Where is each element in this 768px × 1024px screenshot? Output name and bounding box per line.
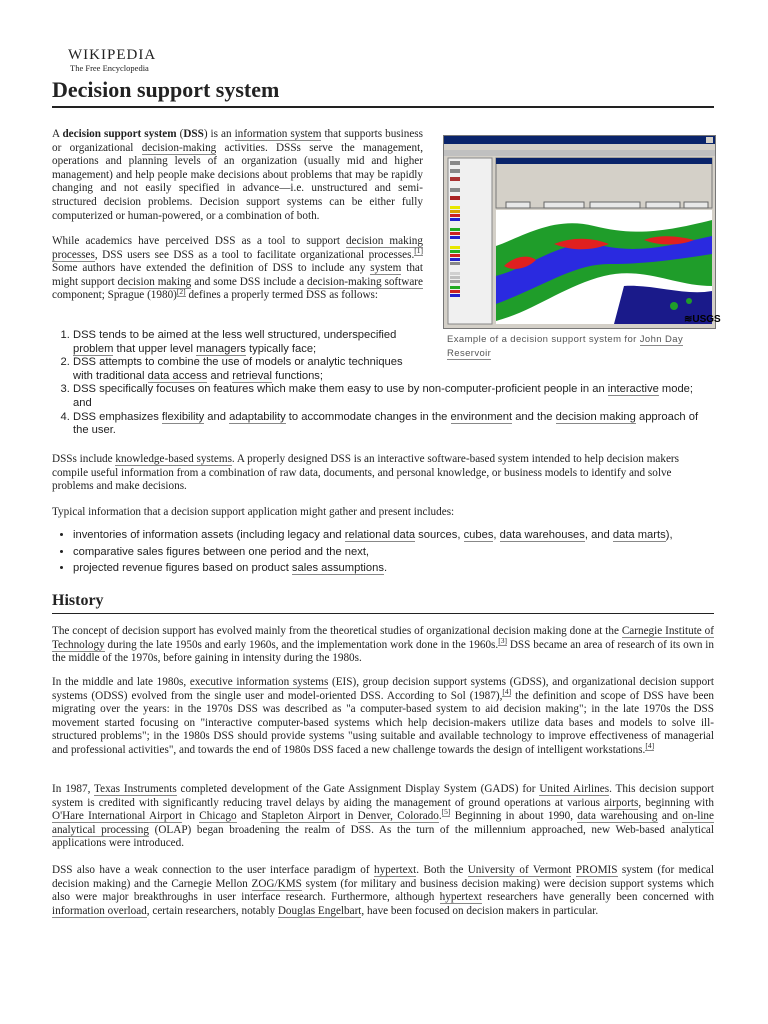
link-cubes[interactable]: cubes: [463, 529, 494, 541]
text: DSS became an area of research of its own in the middle of the 1970s, before gaining in intensity during the 1980s.: [52, 638, 714, 665]
window-titlebar: [444, 136, 715, 144]
dss-screenshot-image[interactable]: [443, 135, 721, 329]
text: to accommodate changes in the: [285, 410, 451, 423]
link-problem[interactable]: problem: [73, 342, 114, 355]
link-knowledge-based-systems[interactable]: knowledge-based systems: [115, 453, 232, 465]
text: DSS tends to be aimed at the less well structured, underspecified: [73, 329, 397, 341]
text: .: [438, 810, 442, 823]
list-item: [73, 562, 714, 576]
history-paragraph-1: [52, 625, 714, 666]
list-item: • comparative sales figures between one period and the next,: [73, 546, 714, 560]
link-data-warehouses[interactable]: data warehouses: [499, 529, 585, 541]
intro-paragraph-1: [52, 128, 423, 223]
legend-panel: [448, 158, 492, 324]
text: (EIS), group decision support systems (GDSS), and organizational decision support systems (ODSS) evolved from the single user and model-oriented DSS. According to Sol (1987),: [52, 676, 714, 702]
link-retrieval[interactable]: retrieval: [232, 369, 273, 382]
link-executive-information-systems[interactable]: executive information systems: [189, 676, 329, 688]
link-decision-making-software[interactable]: decision-making software: [307, 275, 424, 288]
text: A: [52, 128, 63, 140]
text: that supports business or organizational: [52, 128, 424, 154]
text: DSS also have a weak connection to the user interface paradigm of: [52, 864, 374, 876]
text: defines a properly termed DSS as follows:: [185, 289, 378, 302]
text: system (for military and business decision making) were decision support systems which also were major breakthroughs in user interface research. Furthermore, although: [52, 877, 714, 904]
list-item: [73, 329, 423, 356]
typical-information-list: [52, 529, 714, 576]
text: The concept of decision support has evolved mainly from the theoretical studies of organizational decision making done at the: [52, 625, 622, 637]
list-item: [73, 383, 714, 410]
text: In 1987,: [52, 783, 95, 795]
link-sales-assumptions[interactable]: sales assumptions: [291, 562, 384, 575]
text: in: [340, 810, 358, 823]
link-decision-making[interactable]: decision-making: [141, 141, 217, 154]
reference-3[interactable]: [3]: [498, 635, 507, 645]
link-hypertext[interactable]: hypertext: [373, 864, 417, 876]
term-bold: decision support system: [62, 128, 177, 140]
link-data-access[interactable]: data access: [147, 369, 208, 382]
list-item: [73, 411, 714, 438]
link-decision-making-processes[interactable]: decision making processes: [52, 235, 423, 261]
text: ,: [493, 529, 500, 541]
paragraph-typical-information: [52, 506, 714, 520]
logo-tagline: The Free Encyclopedia: [70, 63, 149, 73]
text: sources,: [415, 529, 464, 541]
text: inventories of information assets (including legacy and: [73, 529, 345, 541]
link-data-marts[interactable]: data marts: [612, 529, 666, 541]
dss-map-illustration: [444, 136, 721, 328]
text: activities. DSSs serve the management, operations and planning levels of an organization (usually mid and higher management) and help people make decisions about problems that may be rapidly changing and not easily specified in advance—i.e. unstructured and semi-structured decision problems. Decision support systems can be either fully computerized or human-powered, or a combination of both.: [52, 141, 423, 222]
link-decision-making-3[interactable]: decision making: [555, 410, 636, 423]
wikipedia-logo[interactable]: [68, 47, 156, 73]
page-title: Decision support system: [52, 77, 714, 108]
link-denver-colorado[interactable]: Denver, Colorado: [357, 810, 439, 823]
history-paragraph-4: [52, 864, 714, 918]
usgs-logo: ≋USGS: [684, 314, 721, 325]
history-paragraph-2: [52, 676, 714, 758]
text: that upper level: [113, 342, 197, 355]
link-carnegie-institute[interactable]: Carnegie Institute of Technology: [52, 625, 714, 651]
text: , beginning with: [638, 796, 714, 809]
link-system[interactable]: system: [370, 262, 402, 275]
text: component; Sprague (1980): [52, 289, 177, 302]
link-managers[interactable]: managers: [196, 342, 246, 355]
section-heading-history: History: [52, 592, 714, 614]
text: , have been focused on decision makers in particular.: [361, 904, 599, 917]
text: researchers have generally been concerned with: [481, 891, 714, 904]
link-ohare[interactable]: O'Hare International Airport: [52, 810, 182, 823]
caption-text: Example of a decision support system for: [447, 334, 640, 345]
text: and: [236, 810, 262, 823]
text: DSS attempts to combine the use of models or analytic techniques with traditional: [73, 356, 403, 382]
text: (OLAP) began broadening the realm of DSS. As the turn of the millennium approached, new Web-based analytical applications were introduced.: [52, 823, 714, 850]
text: and: [207, 369, 233, 382]
list-item: [73, 529, 714, 543]
link-adaptability[interactable]: adaptability: [229, 410, 286, 423]
text: While academics have perceived DSS as a tool to support: [52, 235, 347, 247]
text: functions;: [272, 369, 324, 382]
text: DSS emphasizes: [73, 410, 162, 423]
text: (: [176, 128, 184, 140]
text: completed development of the Gate Assignment Display System (GADS) for: [176, 783, 540, 795]
link-promis[interactable]: PROMIS: [575, 864, 618, 876]
link-information-overload[interactable]: information overload: [52, 904, 147, 917]
text: projected revenue figures based on product: [73, 562, 292, 575]
link-texas-instruments[interactable]: Texas Instruments: [94, 783, 177, 795]
link-united-airlines[interactable]: United Airlines: [539, 783, 610, 795]
reference-2[interactable]: [2]: [176, 286, 186, 296]
text: system (for medical decision making) and the Carnegie Mellon: [52, 864, 714, 890]
link-flexibility[interactable]: flexibility: [161, 410, 205, 423]
text: and: [657, 810, 683, 823]
link-information-system[interactable]: information system: [234, 128, 322, 140]
dialog-box: [496, 158, 712, 208]
text: DSSs include: [52, 453, 116, 465]
dss-properties-list: [52, 329, 714, 438]
text: ) is an: [203, 128, 235, 140]
link-environment[interactable]: environment: [450, 410, 513, 423]
abbr-bold: DSS: [183, 128, 204, 140]
link-stapleton-airport[interactable]: Stapleton Airport: [261, 810, 341, 823]
link-data-warehousing[interactable]: data warehousing: [577, 810, 658, 823]
list-item: [73, 356, 423, 383]
text: , DSS users see DSS as a tool to facilitate organizational processes.: [94, 248, 415, 261]
link-relational-data[interactable]: relational data: [344, 529, 416, 541]
link-chicago[interactable]: Chicago: [199, 810, 237, 823]
text: approach of the user.: [73, 410, 699, 437]
history-paragraph-3: [52, 783, 714, 851]
link-olap[interactable]: on-line analytical processing: [52, 810, 714, 836]
text: Typical information that a decision support application might gather and present includes:: [52, 506, 455, 518]
link-decision-making-2[interactable]: decision making: [117, 275, 192, 288]
text: in: [181, 810, 200, 823]
link-airports[interactable]: airports: [604, 796, 639, 809]
reference-1[interactable]: [1]: [414, 245, 423, 255]
text: typically face;: [245, 342, 317, 355]
reference-4b[interactable]: [4]: [645, 741, 655, 751]
text: . A properly designed DSS is an interactive software-based system intended to help decision makers compile useful information from a combination of raw data, documents, and personal knowledge, or business models to identify and solve problems and make decisions.: [52, 453, 680, 493]
text: , certain researchers, notably: [146, 904, 278, 917]
text: during the late 1950s and early 1960s, and the implementation work done in the 1960s.: [104, 638, 499, 651]
logo-wordmark: WIKIPEDIA: [68, 47, 157, 63]
link-john-day-reservoir[interactable]: John Day Reservoir: [447, 334, 684, 359]
text: the definition and scope of DSS have been migrating over the years: in the 1970s DSS was described as "a computer-based system to aid decision making"; in the late 1970s the DSS movement started focusing on "interactive computer-based systems which help decision-makers utilize data bases and models to solve ill-structured problems"; in the 1980s DSS should provide systems "using suitable and available technology to improve effectiveness of managerial and professional activities", and towards the end of 1980s DSS faced a new challenge towards the design of intelligent workstations.: [52, 689, 715, 756]
link-university-of-vermont[interactable]: University of Vermont: [467, 864, 572, 876]
text: . Both the: [416, 864, 468, 876]
text: Some authors have extended the definition of DSS to include any: [52, 262, 371, 275]
text: In the middle and late 1980s,: [52, 676, 190, 688]
text: . This decision support system is credited with significantly reducing travel delays by aiding the management of ground operations at various: [52, 783, 715, 809]
text: DSS specifically focuses on features which make them easy to use by non-computer-proficient people in an: [73, 383, 608, 396]
text: ),: [665, 529, 673, 541]
text: .: [383, 562, 388, 575]
text: , and: [584, 529, 613, 541]
link-interactive[interactable]: interactive: [607, 383, 659, 396]
text: mode; and: [73, 383, 693, 409]
reference-5[interactable]: [5]: [441, 807, 451, 817]
text: that might support: [52, 262, 423, 288]
link-douglas-engelbart[interactable]: Douglas Engelbart: [277, 904, 362, 917]
text: Beginning in about 1990,: [450, 810, 578, 823]
link-zog-kms[interactable]: ZOG/KMS: [251, 877, 302, 890]
reference-4[interactable]: [4]: [502, 686, 512, 696]
text: and the: [512, 410, 556, 423]
text: and some DSS include a: [191, 275, 307, 288]
link-hypertext-2[interactable]: hypertext: [439, 891, 482, 904]
intro-paragraph-2: [52, 235, 423, 303]
paragraph-knowledge-based: [52, 453, 714, 494]
text: and: [204, 410, 230, 423]
